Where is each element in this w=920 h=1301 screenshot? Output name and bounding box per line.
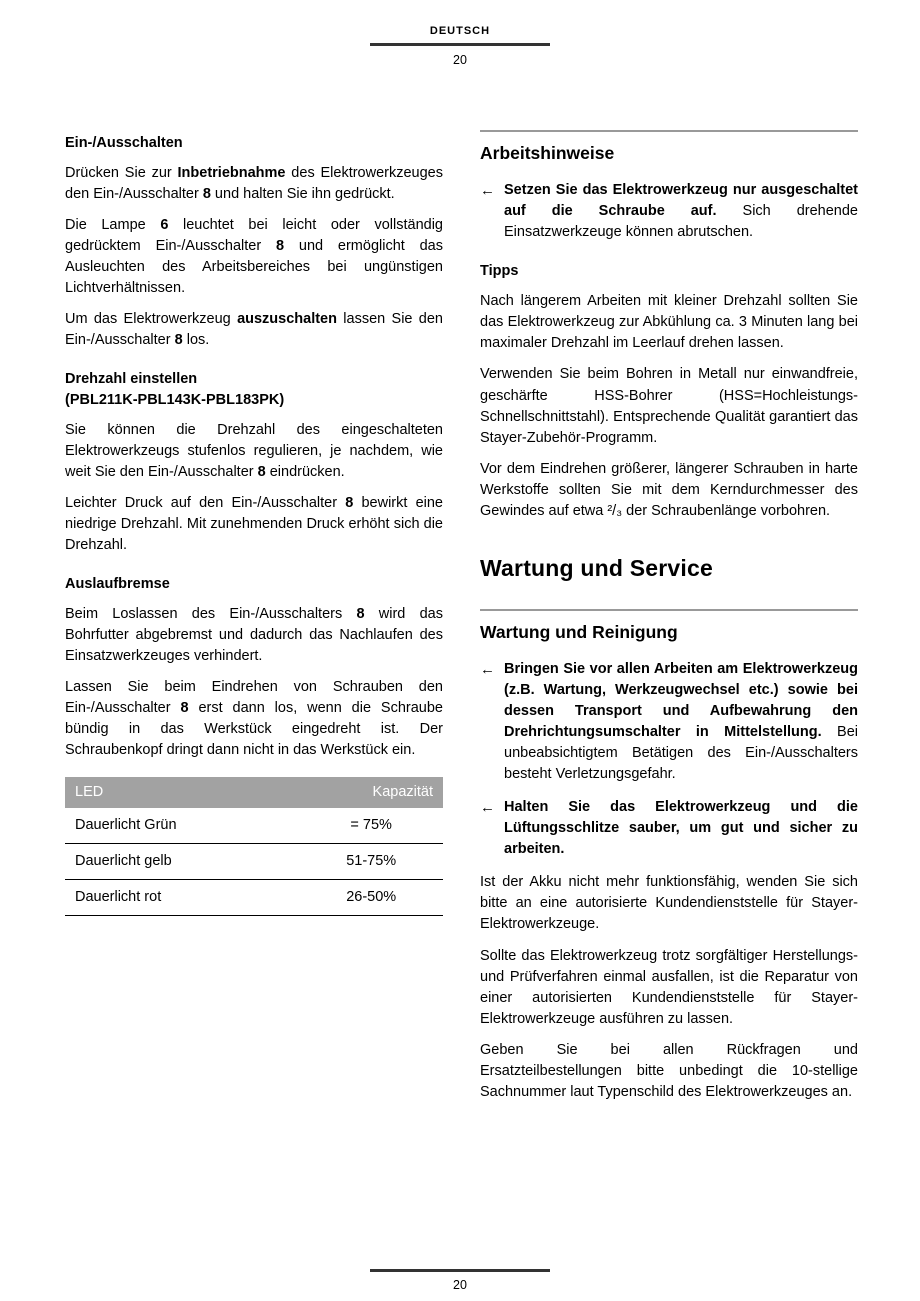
table-row <box>65 880 443 916</box>
capacity-cell: 51-75% <box>299 844 443 880</box>
heading-model-list: (PBL211K-PBL143K-PBL183PK) <box>65 392 285 409</box>
paragraph: Lassen Sie beim Eindrehen von Schrauben den Ein-/Ausschalter 8 erst dann los, wenn die Schraube bündig in das Werkstück eingedreht ist. Der Schraubenkopf dringt dann nicht in das Werkstück ein. <box>65 679 443 759</box>
paragraph: Drücken Sie zur Inbetriebnahme des Elektrowerkzeuges den Ein-/Ausschalter 8 und halten Sie ihn gedrückt. <box>65 165 443 203</box>
section-divider <box>480 609 858 611</box>
table-header-row <box>65 777 443 808</box>
capacity-cell: = 75% <box>299 808 443 844</box>
table-row <box>65 808 443 844</box>
warning-bullet <box>480 797 858 860</box>
paragraph: Sollte das Elektrowerkzeug trotz sorgfältiger Herstellungs- und Prüfverfahren einmal ausfallen, ist die Reparatur von einer autorisierten Kundendienststelle für Stayer-Elektrowerkzeuge ausführen zu lassen. <box>480 947 858 1027</box>
arrow-bullet-icon: ← <box>480 799 495 817</box>
right-column <box>480 130 858 1113</box>
paragraph: Nach längerem Arbeiten mit kleiner Drehzahl sollten Sie das Elektrowerkzeug zur Abkühlung ca. 3 Minuten lang bei maximaler Drehzahl im Leerlauf drehen lassen. <box>480 293 858 352</box>
section-title-drehzahl-einstellen <box>65 369 443 411</box>
paragraph: Beim Loslassen des Ein-/Ausschalters 8 wird das Bohrfutter abgebremst und dadurch das Nachlaufen des Einsatzwerkzeuges verhindert. <box>65 606 443 665</box>
paragraph: Sie können die Drehzahl des eingeschalteten Elektrowerkzeugs stufenlos regulieren, je nachdem, wie weit Sie den Ein-/Ausschalter 8 eindrücken. <box>65 422 443 481</box>
language-label: DEUTSCH <box>429 25 491 37</box>
led-state-cell: Dauerlicht gelb <box>65 844 299 880</box>
warning-text: Halten Sie das Elektrowerkzeug und die Lüftungsschlitze sauber, um gut und sicher zu arbeiten. <box>504 799 858 858</box>
section-title-arbeitshinweise: Arbeitshinweise <box>480 143 615 163</box>
header-divider <box>370 43 550 46</box>
section-title-wartung-und-reinigung: Wartung und Reinigung <box>480 621 678 642</box>
capacity-cell: 26-50% <box>299 880 443 916</box>
paragraph: Die Lampe 6 leuchtet bei leicht oder vollständig gedrücktem Ein-/Ausschalter 8 und ermöglicht das Ausleuchten des Arbeitsbereiches bei ungünstigen Lichtverhältnissen. <box>65 217 443 297</box>
bottom-page-number: 20 <box>453 1278 467 1292</box>
warning-text: Setzen Sie das Elektrowerkzeug nur ausgeschaltet auf die Schraube auf. Sich drehende Einsatzwerkzeuge können abrutschen. <box>504 182 858 241</box>
section-title-ein-ausschalten: Ein-/Ausschalten <box>65 135 183 151</box>
arrow-bullet-icon: ← <box>480 661 495 679</box>
table-header-kapazitaet: Kapazität <box>299 777 443 808</box>
table-header-led: LED <box>65 777 299 808</box>
led-state-cell: Dauerlicht Grün <box>65 808 299 844</box>
footer-divider <box>370 1269 550 1272</box>
paragraph: Verwenden Sie beim Bohren in Metall nur einwandfreie, geschärfte HSS-Bohrer (HSS=Hochleistungs-Schnellschnittstahl). Entsprechende Qualität garantiert das Stayer-Zubehör-Programm. <box>480 366 858 446</box>
led-state-cell: Dauerlicht rot <box>65 880 299 916</box>
chapter-title-wartung-und-service: Wartung und Service <box>480 554 713 581</box>
paragraph: Leichter Druck auf den Ein-/Ausschalter 8 bewirkt eine niedrige Drehzahl. Mit zunehmenden Druck erhöht sich die Drehzahl. <box>65 495 443 554</box>
warning-text: Bringen Sie vor allen Arbeiten am Elektrowerkzeug (z.B. Wartung, Werkzeugwechsel etc.) sowie bei dessen Transport und Aufbewahrung den Drehrichtungsumschalter in Mittelstellung. Bei unbeabsichtigtem Betätigen des Ein-/Ausschalters besteht Verletzungsgefahr. <box>504 661 858 783</box>
paragraph: Um das Elektrowerkzeug auszuschalten lassen Sie den Ein-/Ausschalter 8 los. <box>65 311 443 349</box>
top-page-number: 20 <box>453 53 467 67</box>
section-title-tipps: Tipps <box>480 263 519 280</box>
paragraph: Geben Sie bei allen Rückfragen und Ersatzteilbestellungen bitte unbedingt die 10-stellige Sachnummer laut Typenschild des Elektrowerkzeuges an. <box>480 1041 858 1100</box>
section-divider <box>480 130 858 132</box>
paragraph: Ist der Akku nicht mehr funktionsfähig, wenden Sie sich bitte an eine autorisierte Kundendienststelle für Stayer-Elektrowerkzeuge. <box>480 874 858 933</box>
warning-bullet <box>480 180 858 243</box>
heading-line: Drehzahl einstellen <box>65 371 198 388</box>
led-capacity-table <box>65 777 443 916</box>
section-title-auslaufbremse: Auslaufbremse <box>65 576 170 593</box>
left-column <box>65 130 443 916</box>
table-row <box>65 844 443 880</box>
paragraph: Vor dem Eindrehen größerer, längerer Schrauben in harte Werkstoffe sollten Sie mit dem Kerndurchmesser des Gewindes auf etwa ²/₃ der Schraubenlänge vorbohren. <box>480 460 858 519</box>
warning-bullet <box>480 659 858 785</box>
arrow-bullet-icon: ← <box>480 182 495 200</box>
